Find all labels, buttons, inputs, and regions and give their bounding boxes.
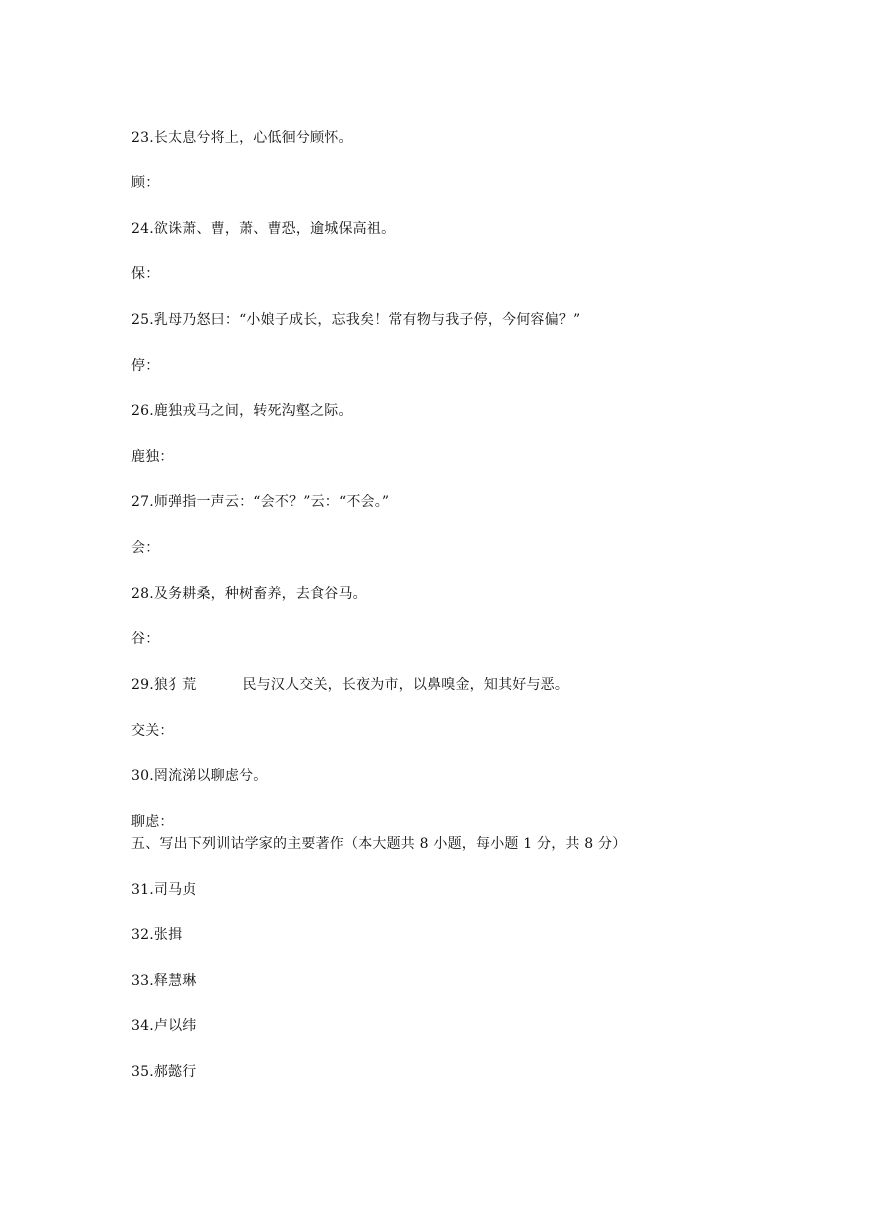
question-25: 25.乳母乃怒曰：“小娘子成长，忘我矣！常有物与我子停，今何容偏？” [131,312,581,328]
scholar-35: 35.郝懿行 [131,1064,197,1080]
answer-25: 停： [131,358,160,374]
question-29-part1: 29.狼犭荒 [131,677,197,693]
scholar-33: 33.释慧琳 [131,973,197,989]
answer-28: 谷： [131,631,160,647]
section-5-heading: 五、写出下列训诂学家的主要著作（本大题共 8 小题，每小题 1 分，共 8 分） [131,836,627,852]
scholar-32: 32.张揖 [131,927,183,943]
answer-26: 鹿独： [131,449,174,465]
answer-24: 保： [131,266,160,282]
question-27: 27.师弹指一声云：“会不？”云：“不会。” [131,494,390,510]
question-29-part2: 民与汉人交关，长夜为市，以鼻嗅金，知其好与恶。 [242,677,570,693]
answer-29: 交关： [131,723,174,739]
question-29 [131,675,569,695]
answer-23: 顾： [131,175,160,191]
question-30: 30.罔流涕以聊虑兮。 [131,768,268,784]
answer-30: 聊虑： [131,814,174,830]
answer-27: 会： [131,540,160,556]
scholar-31: 31.司马贞 [131,882,197,898]
question-24: 24.欲诛萧、曹，萧、曹恐，逾城保高祖。 [131,221,396,237]
question-26: 26.鹿独戎马之间，转死沟壑之际。 [131,403,353,419]
question-23: 23.长太息兮将上，心低徊兮顾怀。 [131,130,353,146]
scholar-34: 34.卢以纬 [131,1018,197,1034]
question-28: 28.及务耕桑，种树畜养，去食谷马。 [131,586,367,602]
